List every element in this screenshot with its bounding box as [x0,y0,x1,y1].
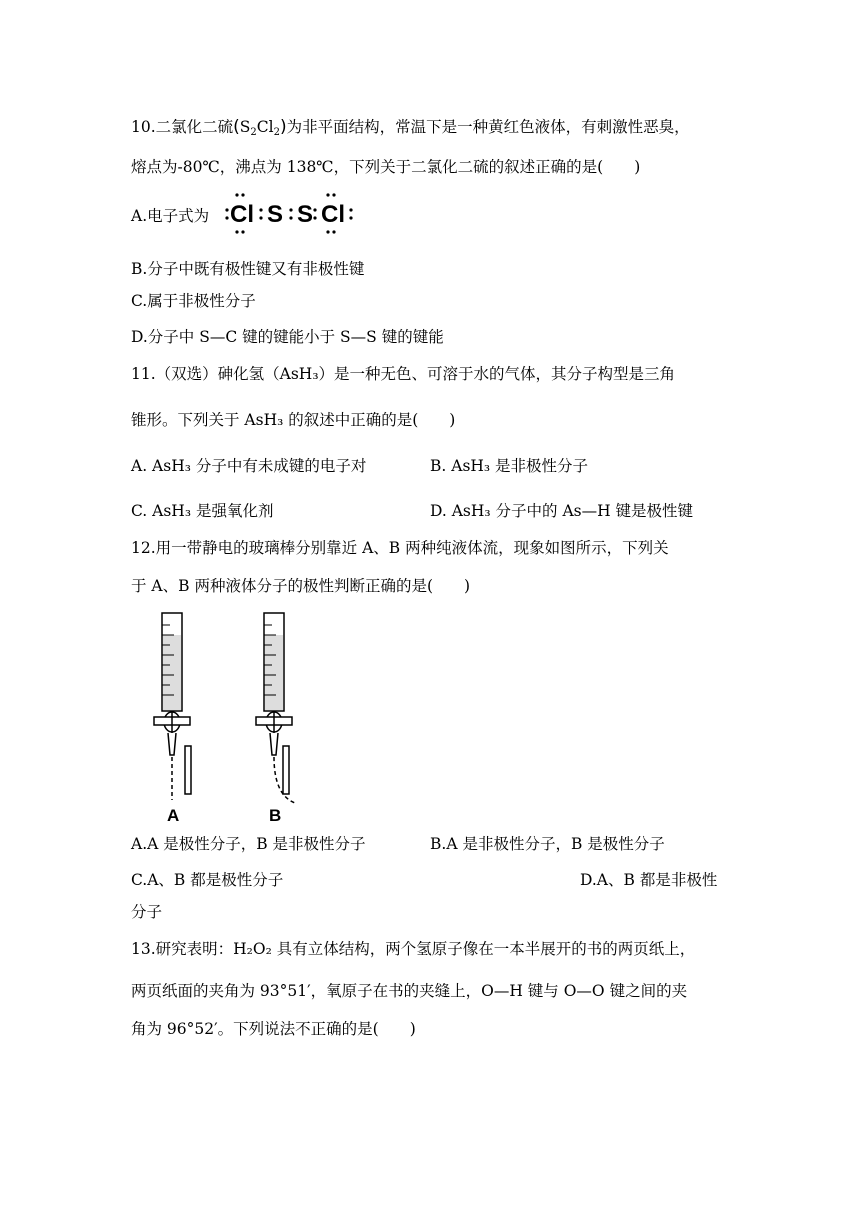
burette-figure [140,605,320,825]
q11-option-a: A. AsH₃ 分子中有未成键的电子对 [131,457,367,475]
q10-stem-line1: 10.二氯化二硫$(S_2Cl_2)$为非平面结构，常温下是一种黄红色液体，有刺激性恶臭， [131,117,690,138]
burette-a [154,613,191,800]
q10-option-c: C.属于非极性分子 [131,292,256,310]
q13-stem-line3: 角为 96°52′。下列说法不正确的是( ) [131,1020,416,1038]
q12-stem-line1: 12.用一带静电的玻璃棒分别靠近 A、B 两种纯液体流，现象如图所示，下列关 [131,539,669,557]
q10-option-d: D.分子中 S—C 键的键能小于 S—S 键的键能 [131,328,444,346]
q12-option-d: D.A、B 都是非极性 [580,871,718,889]
edot-atom-s-2: S [297,201,314,228]
q11-option-b: B. AsH₃ 是非极性分子 [430,457,589,475]
figure-label-a: A [167,806,180,825]
q11-option-c: C. AsH₃ 是强氧化剂 [131,502,274,520]
q12-stem-line2: 于 A、B 两种液体分子的极性判断正确的是( ) [131,577,471,595]
q10-option-b: B.分子中既有极性键又有非极性键 [131,260,365,278]
q13-stem-line1: 13.研究表明：H₂O₂ 具有立体结构，两个氢原子像在一本半展开的书的两页纸上， [131,940,696,958]
q11-option-d: D. AsH₃ 分子中的 As—H 键是极性键 [430,502,694,520]
q10-stem-line2: 熔点为-80℃，沸点为 138℃，下列关于二氯化二硫的叙述正确的是( ) [131,158,641,176]
q12-option-a: A.A 是极性分子，B 是非极性分子 [131,835,366,853]
edot-atom-cl-left: Cl [230,201,254,228]
edot-atom-cl-right: Cl [321,201,345,228]
q11-stem-line2: 锥形。下列关于 AsH₃ 的叙述中正确的是( ) [131,411,456,429]
q10-option-a: A.电子式为 [131,207,210,225]
s2cl2-formula: $S_2Cl_2$ [239,118,280,138]
burette-b [256,613,295,803]
figure-label-b: B [269,806,282,825]
electron-dot-diagram [193,190,373,236]
q13-stem-line2: 两页纸面的夹角为 93°51′，氧原子在书的夹缝上，O—H 键与 O—O 键之间的夹 [131,982,688,1000]
edot-atom-s-1: S [267,201,284,228]
q11-stem-line1: 11.（双选）砷化氢（AsH₃）是一种无色、可溶于水的气体，其分子构型是三角 [131,365,676,383]
q12-option-b: B.A 是非极性分子，B 是极性分子 [430,835,665,853]
q12-option-d-wrap: 分子 [131,903,163,921]
q12-option-c: C.A、B 都是极性分子 [131,871,284,889]
